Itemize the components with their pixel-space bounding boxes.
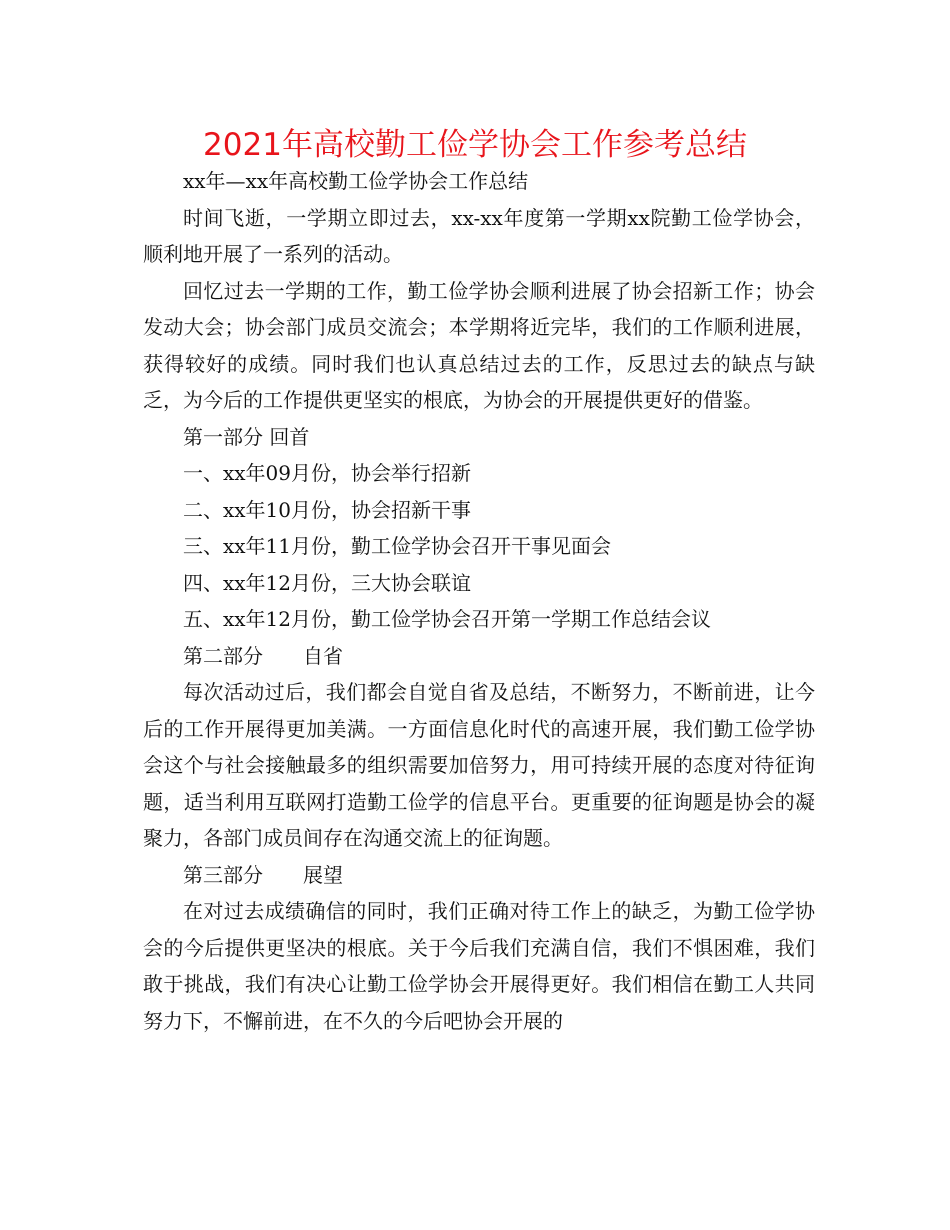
list-item: 四、xx年12月份，三大协会联谊 [183, 570, 472, 595]
intro-paragraph: 时间飞逝，一学期立即过去，xx-xx年度第一学期xx院勤工俭学协会，顺利地开展了一系列的活动。 [143, 205, 815, 266]
list-item: 五、xx年12月份，勤工俭学协会召开第一学期工作总结会议 [183, 607, 712, 631]
reflection-paragraph: 每次活动过后，我们都会自觉自省及总结，不断努力，不断前进，让今后的工作开展得更加美满。一方面信息化时代的高速开展，我们勤工俭学协会这个与社会接触最多的组织需要加倍努力，用可持续开展的态度对待征询题，适当利用互联网打造勤工俭学的信息平台。更重要的征询题是协会的凝聚力，各部门成员间存在沟通交流上的征询题。 [143, 680, 815, 850]
document-title: 2021年高校勤工俭学协会工作参考总结 [203, 127, 747, 163]
section-heading-part-two: 第二部分 自省 [183, 643, 343, 668]
section-heading-part-one: 第一部分 回首 [183, 424, 310, 449]
list-item: 一、xx年09月份，协会举行招新 [183, 461, 472, 485]
outlook-paragraph: 在对过去成绩确信的同时，我们正确对待工作上的缺乏，为勤工俭学协会的今后提供更坚决的根底。关于今后我们充满自信，我们不惧困难，我们敢于挑战，我们有决心让勤工俭学协会开展得更好。我们相信在勤工人共同努力下，不懈前进，在不久的今后吧协会开展的 [143, 899, 815, 1033]
review-paragraph: 回忆过去一学期的工作，勤工俭学协会顺利进展了协会招新工作；协会发动大会；协会部门成员交流会；本学期将近完毕，我们的工作顺利进展，获得较好的成绩。同时我们也认真总结过去的工作，反思过去的缺点与缺乏，为今后的工作提供更坚实的根底，为协会的开展提供更好的借鉴。 [143, 278, 815, 412]
subtitle-paragraph: xx年—xx年高校勤工俭学协会工作总结 [183, 169, 529, 193]
list-item: 二、xx年10月份，协会招新干事 [183, 497, 472, 522]
section-heading-part-three: 第三部分 展望 [183, 862, 343, 887]
list-item: 三、xx年11月份，勤工俭学协会召开干事见面会 [183, 534, 612, 558]
document-body [143, 163, 815, 1039]
